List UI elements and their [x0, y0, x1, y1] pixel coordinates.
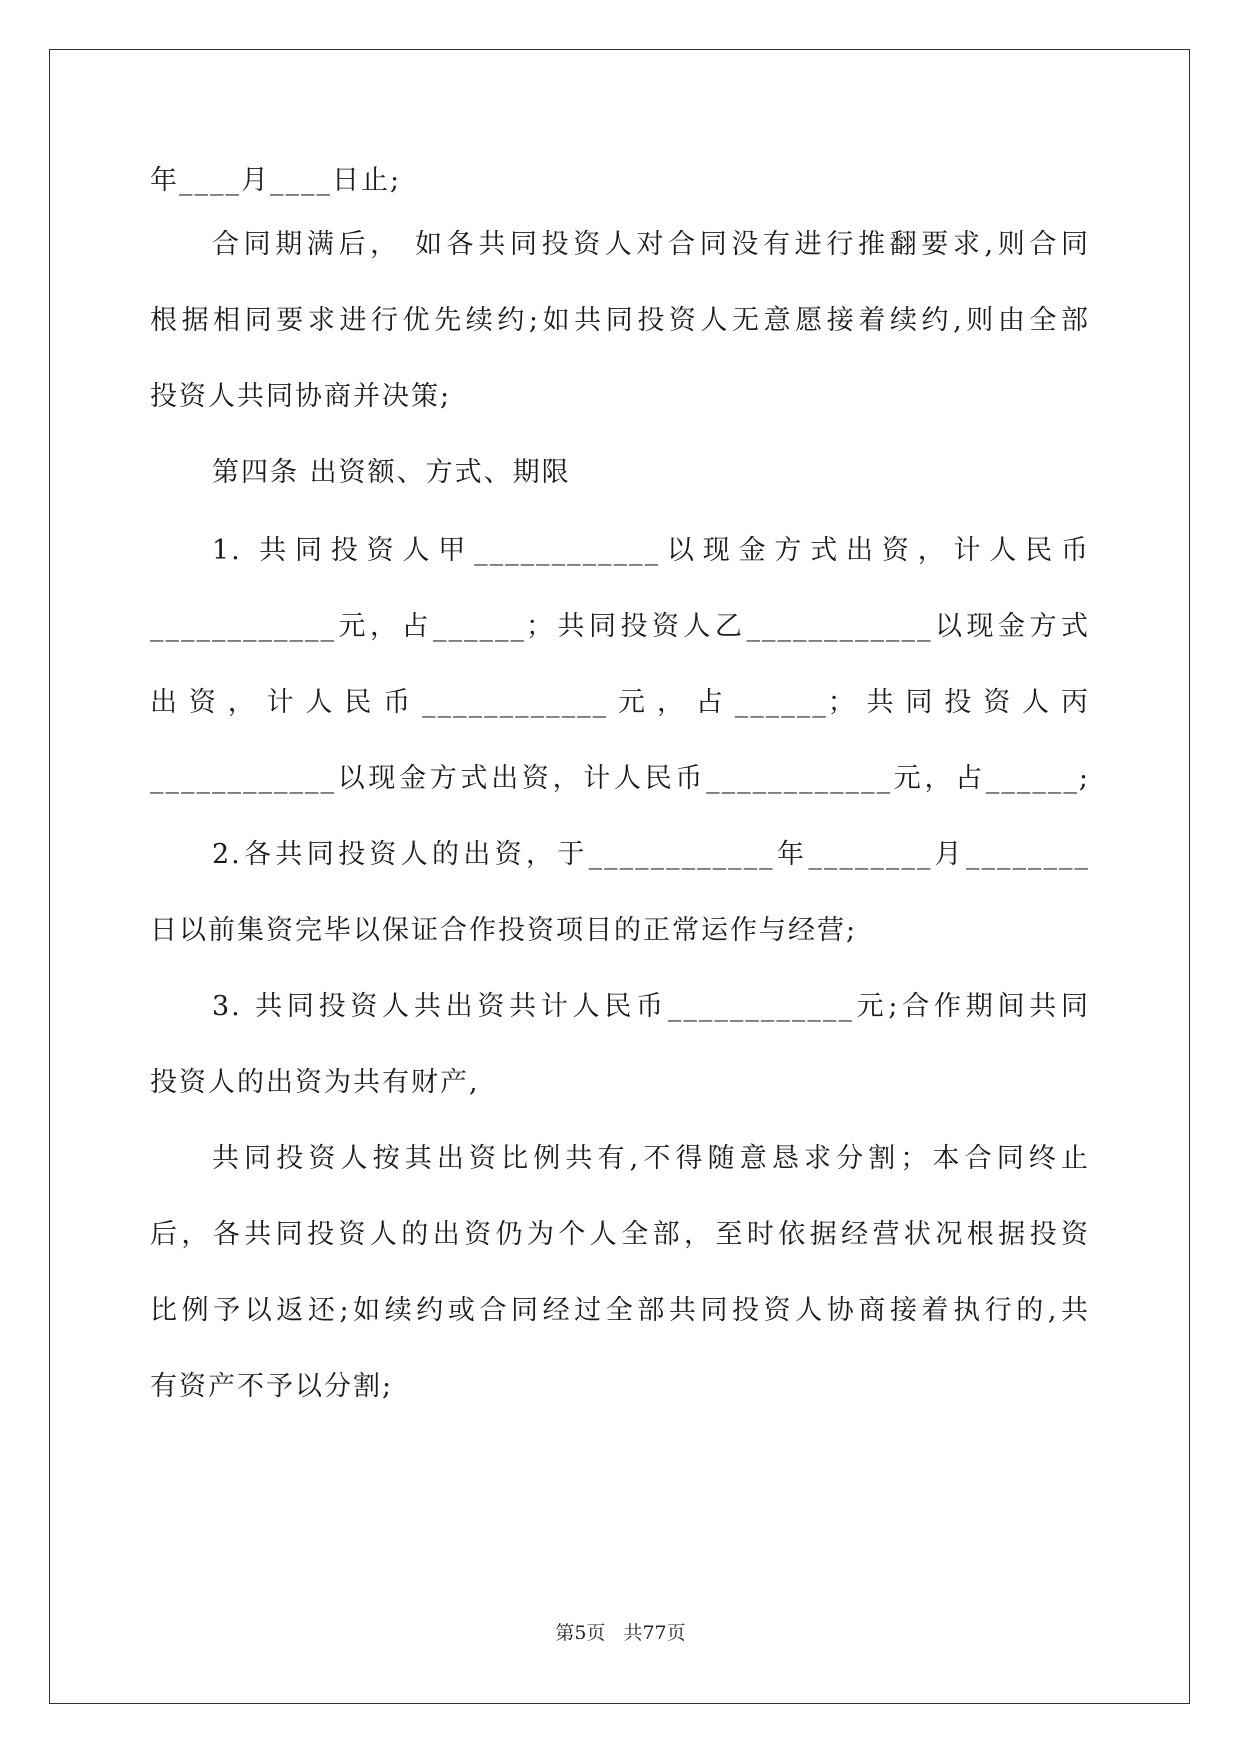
text-line: 年____月____日止;: [150, 165, 402, 196]
text-line: 1. 共同投资人甲____________以现金方式出资，计人民币: [212, 535, 1090, 566]
text-line: 合同期满后， 如各共同投资人对合同没有进行推翻要求,则合同: [212, 229, 1090, 260]
text-line: 日以前集资完毕以保证合作投资项目的正常运作与经营;: [150, 915, 858, 946]
text-line: 比例予以返还;如续约或合同经过全部共同投资人协商接着执行的,共: [150, 1295, 1090, 1326]
text-line: 共同投资人按其出资比例共有,不得随意恳求分割；本合同终止: [212, 1143, 1090, 1174]
text-line: 根据相同要求进行优先续约;如共同投资人无意愿接着续约,则由全部: [150, 305, 1090, 336]
text-line: 有资产不予以分割;: [150, 1371, 394, 1402]
text-line: ____________元，占______；共同投资人乙____________以现金方式: [150, 611, 1090, 642]
text-line: 2.各共同投资人的出资，于____________年________月________: [212, 839, 1090, 870]
text-line: 投资人共同协商并决策;: [150, 381, 452, 412]
text-line: 出资，计人民币____________元，占______；共同投资人丙: [150, 687, 1090, 718]
text-line: 后，各共同投资人的出资仍为个人全部，至时依据经营状况根据投资: [150, 1219, 1090, 1250]
page-footer: [0, 1618, 1241, 1645]
page-number: 第5页: [555, 1622, 606, 1644]
page-border: [49, 49, 1190, 1704]
text-line: 投资人的出资为共有财产,: [150, 1067, 480, 1098]
total-pages: 共77页: [623, 1622, 686, 1644]
section-heading: 第四条 出资额、方式、期限: [212, 457, 571, 488]
text-line: 3. 共同投资人共出资共计人民币____________元;合作期间共同: [212, 991, 1090, 1022]
text-line: ____________以现金方式出资，计人民币____________元，占______;: [150, 763, 1090, 794]
